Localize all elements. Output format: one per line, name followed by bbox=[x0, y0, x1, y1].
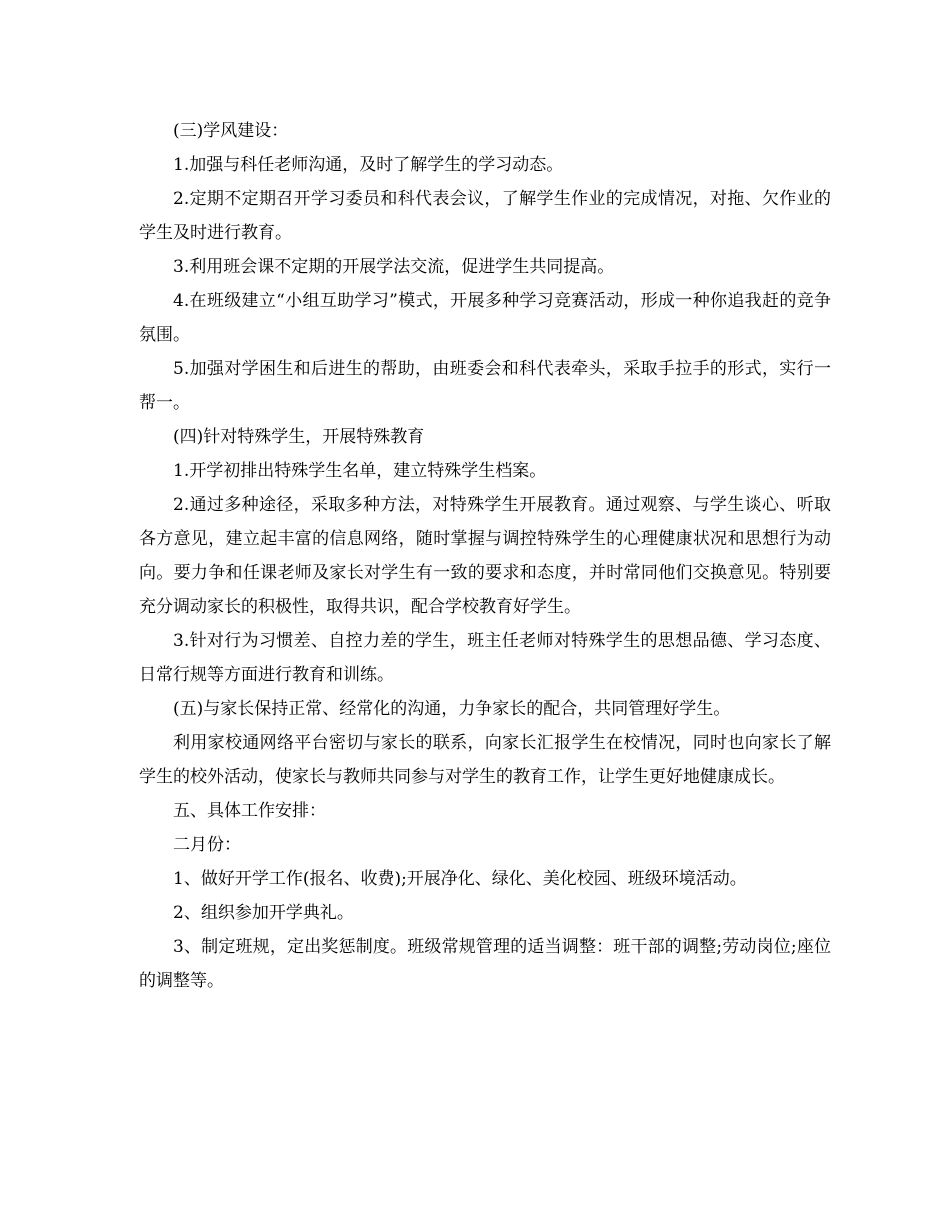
section-heading-study-style: (三)学风建设： bbox=[173, 121, 289, 141]
parents-paragraph: 利用家校通网络平台密切与家长的联系，向家长汇报学生在校情况，同时也向家长了解学生的校外活动，使家长与教师共同参与对学生的教育工作，让学生更好地健康成长。 bbox=[139, 733, 831, 787]
special-item-3: 3.针对行为习惯差、自控力差的学生，班主任老师对特殊学生的思想品德、学习态度、日常行规等方面进行教育和训练。 bbox=[139, 631, 831, 685]
study-item-4: 4.在班级建立“小组互助学习”模式，开展多种学习竞赛活动，形成一种你追我赶的竞争氛围。 bbox=[139, 291, 831, 345]
special-item-1: 1.开学初排出特殊学生名单，建立特殊学生档案。 bbox=[173, 461, 547, 481]
section-heading-work-plan: 五、具体工作安排： bbox=[173, 801, 326, 821]
month-heading-february: 二月份： bbox=[173, 835, 241, 855]
section-heading-special-students: (四)针对特殊学生，开展特殊教育 bbox=[173, 427, 425, 447]
february-item-2: 2、组织参加开学典礼。 bbox=[173, 903, 354, 923]
february-item-3: 3、制定班规，定出奖惩制度。班级常规管理的适当调整：班干部的调整;劳动岗位;座位的调整等。 bbox=[139, 937, 831, 991]
february-item-1: 1、做好开学工作(报名、收费);开展净化、绿化、美化校园、班级环境活动。 bbox=[173, 869, 747, 889]
study-item-2: 2.定期不定期召开学习委员和科代表会议，了解学生作业的完成情况，对拖、欠作业的学生及时进行教育。 bbox=[139, 189, 831, 243]
study-item-5: 5.加强对学困生和后进生的帮助，由班委会和科代表牵头，采取手拉手的形式，实行一帮一。 bbox=[139, 359, 831, 413]
study-item-1: 1.加强与科任老师沟通，及时了解学生的学习动态。 bbox=[173, 155, 564, 175]
study-item-3: 3.利用班会课不定期的开展学法交流，促进学生共同提高。 bbox=[173, 257, 615, 277]
document-body bbox=[139, 114, 831, 998]
special-item-2: 2.通过多种途径，采取多种方法，对特殊学生开展教育。通过观察、与学生谈心、听取各方意见，建立起丰富的信息网络，随时掌握与调控特殊学生的心理健康状况和思想行为动向。要力争和任课老师及家长对学生有一致的要求和态度，并时常同他们交换意见。特别要充分调动家长的积极性，取得共识，配合学校教育好学生。 bbox=[139, 495, 831, 617]
section-heading-parents: (五)与家长保持正常、经常化的沟通，力争家长的配合，共同管理好学生。 bbox=[173, 699, 731, 719]
